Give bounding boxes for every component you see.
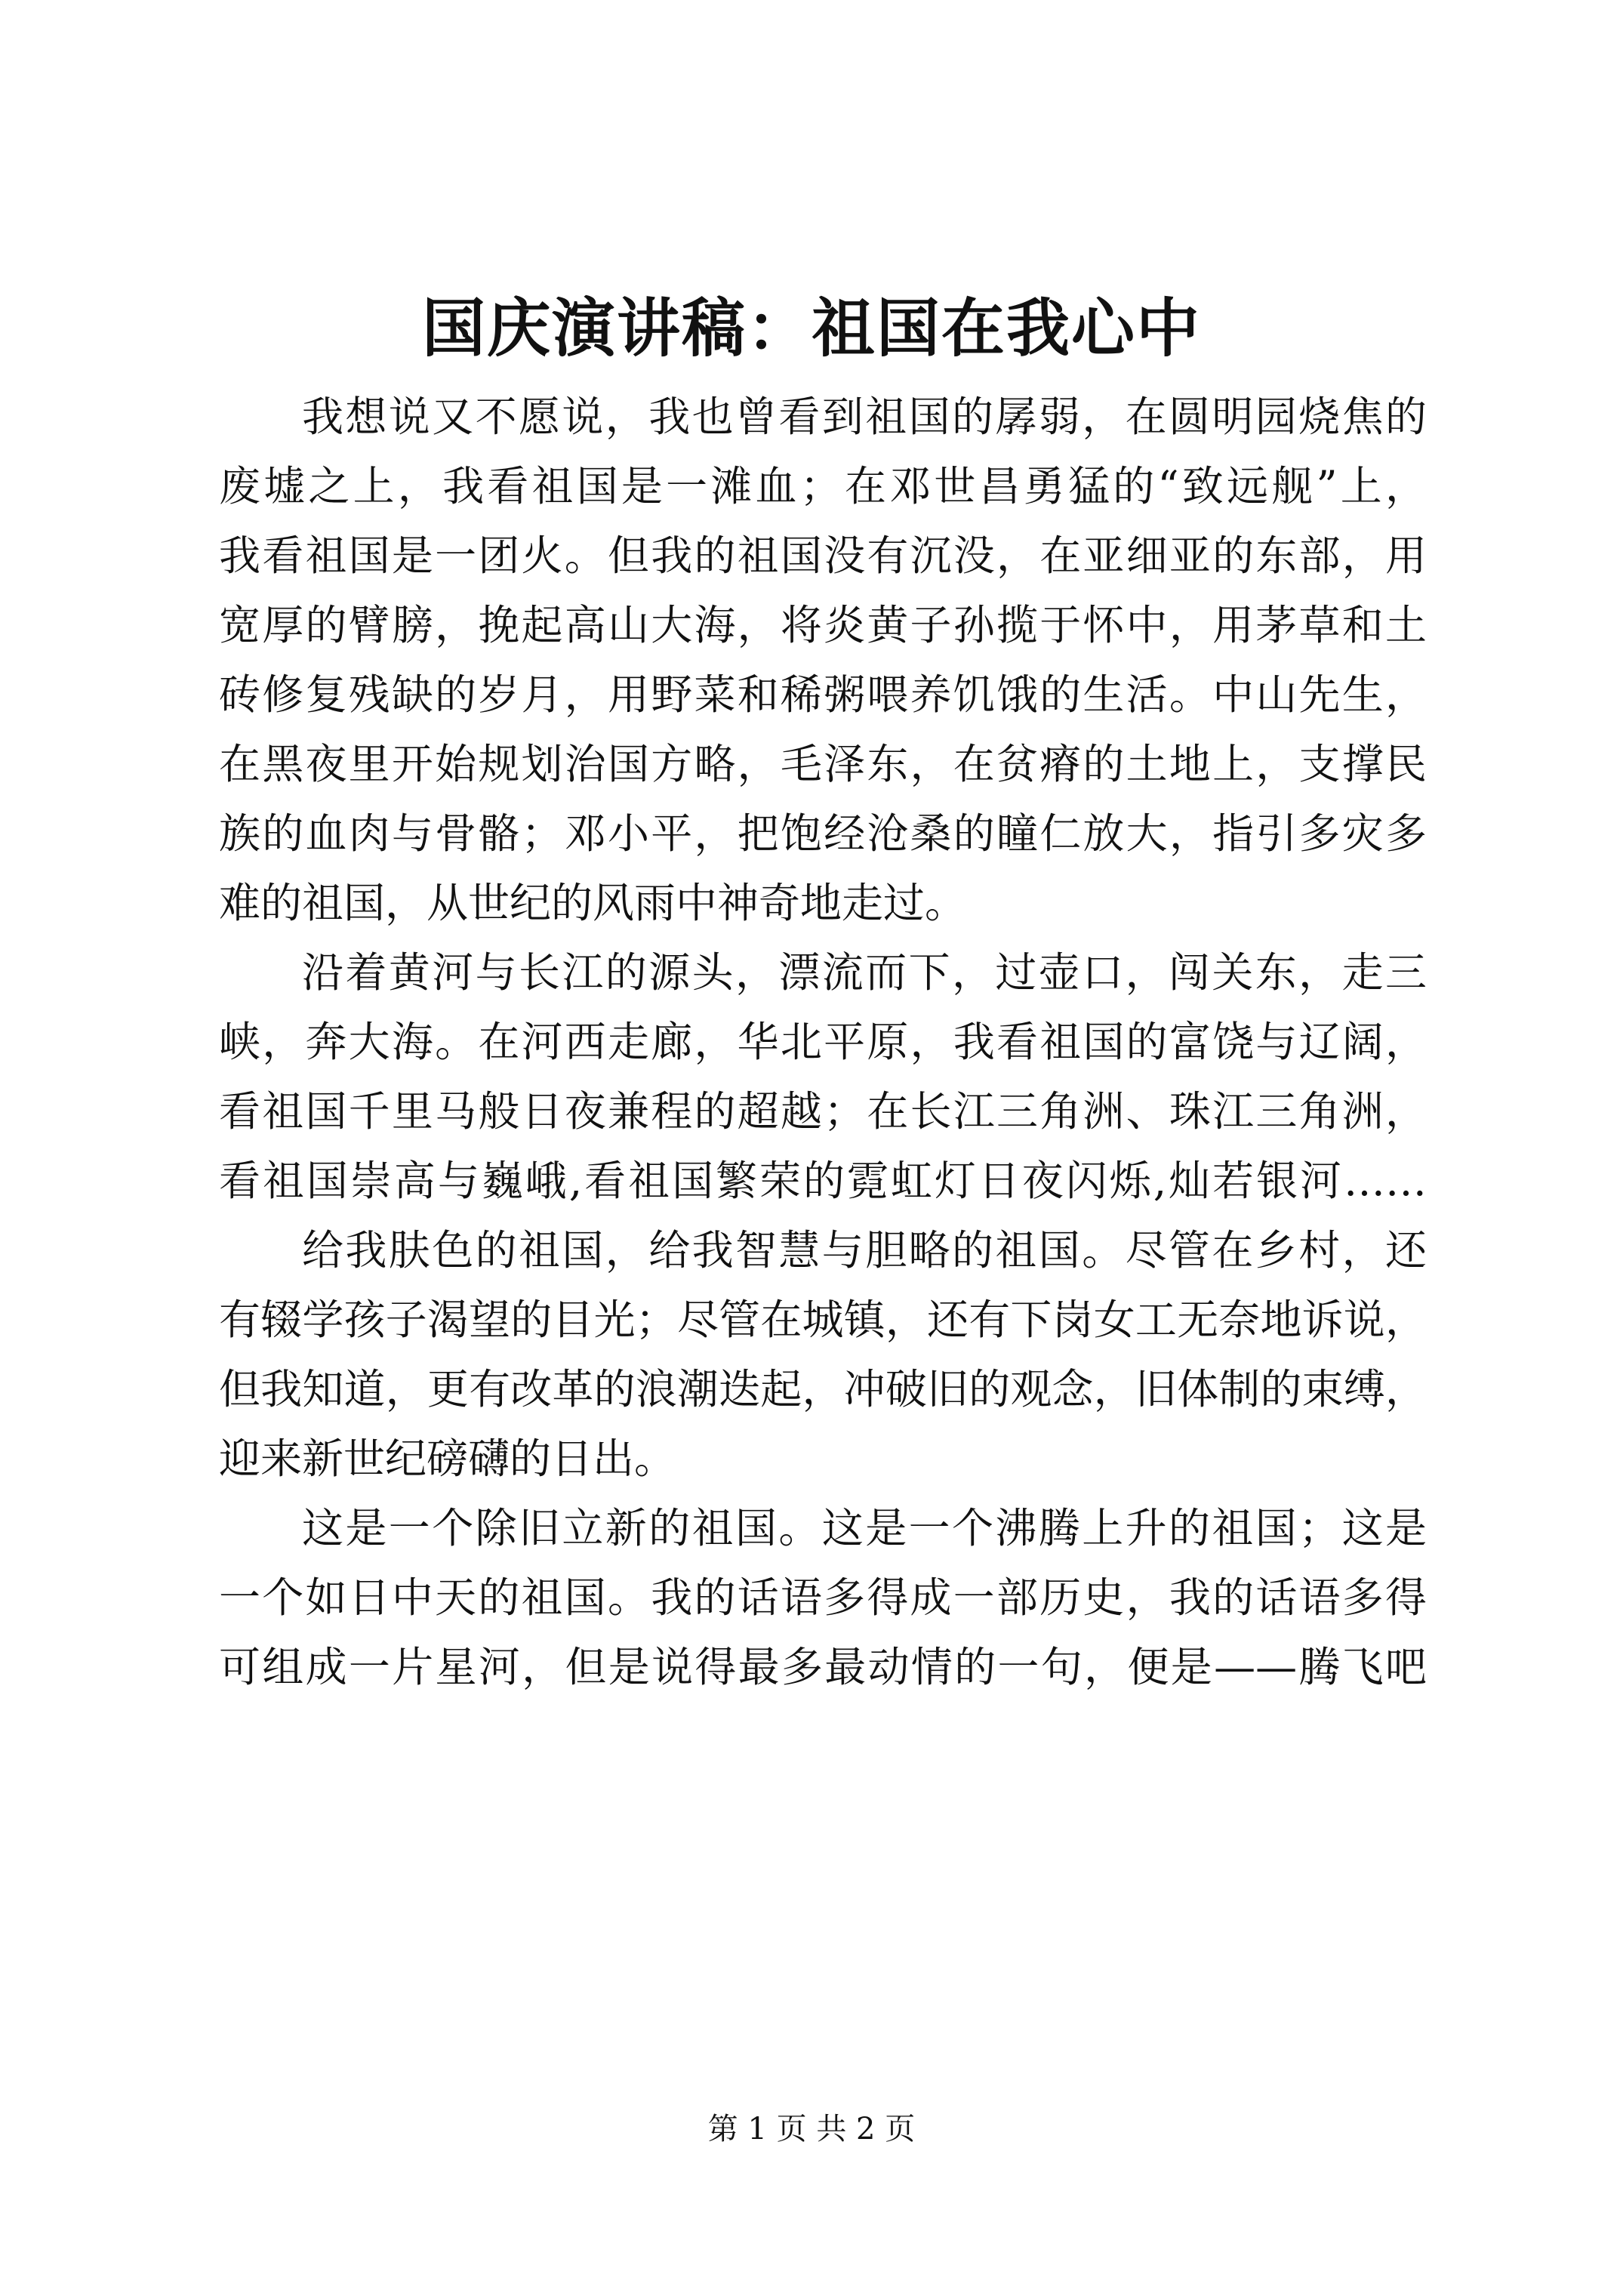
paragraph-line: 一个如日中天的祖国。我的话语多得成一部历史，我的话语多得 <box>219 1573 1427 1622</box>
paragraph-line: 砖修复残缺的岁月，用野菜和稀粥喂养饥饿的生活。中山先生， <box>219 670 1427 719</box>
paragraph-line: 难的祖国，从世纪的风雨中神奇地走过。 <box>219 879 967 927</box>
paragraph-line: 但我知道，更有改革的浪潮迭起，冲破旧的观念，旧体制的束缚， <box>219 1365 1427 1413</box>
paragraph-line: 这是一个除旧立新的祖国。这是一个沸腾上升的祖国；这是 <box>302 1504 1427 1552</box>
paragraph-line: 我看祖国是一团火。但我的祖国没有沉没，在亚细亚的东部，用 <box>219 532 1427 580</box>
paragraph-line: 族的血肉与骨骼；邓小平，把饱经沧桑的瞳仁放大，指引多灾多 <box>219 809 1427 858</box>
paragraph-4 <box>219 1493 1427 1702</box>
paragraph-line: 给我肤色的祖国，给我智慧与胆略的祖国。尽管在乡村，还 <box>302 1226 1427 1274</box>
paragraph-line: 有辍学孩子渴望的目光；尽管在城镇，还有下岗女工无奈地诉说， <box>219 1296 1427 1344</box>
paragraph-line: 看祖国崇高与巍峨,看祖国繁荣的霓虹灯日夜闪烁,灿若银河…… <box>219 1157 1427 1205</box>
paragraph-line: 看祖国千里马般日夜兼程的超越；在长江三角洲、珠江三角洲， <box>219 1087 1427 1136</box>
paragraph-line: 废墟之上，我看祖国是一滩血；在邓世昌勇猛的“致远舰”上， <box>219 462 1427 510</box>
paragraph-line: 迎来新世纪磅礴的日出。 <box>219 1435 676 1483</box>
paragraph-line: 宽厚的臂膀，挽起高山大海，将炎黄子孙揽于怀中，用茅草和土 <box>219 601 1427 649</box>
page-number-footer: 第 1 页 共 2 页 <box>707 2112 916 2147</box>
document-title: 国庆演讲稿：祖国在我心中 <box>421 291 1201 365</box>
paragraph-line: 峡，奔大海。在河西走廊，华北平原，我看祖国的富饶与辽阔， <box>219 1018 1427 1066</box>
paragraph-2 <box>219 938 1427 1216</box>
paragraph-1 <box>219 382 1427 938</box>
paragraph-line: 可组成一片星河，但是说得最多最动情的一句，便是——腾飞吧 <box>219 1643 1427 1691</box>
paragraph-line: 在黑夜里开始规划治国方略，毛泽东，在贫瘠的土地上，支撑民 <box>219 740 1427 788</box>
paragraph-3 <box>219 1216 1427 1493</box>
paragraph-line: 沿着黄河与长江的源头，漂流而下，过壶口，闯关东，走三 <box>302 948 1427 997</box>
paragraph-line: 我想说又不愿说，我也曾看到祖国的孱弱，在圆明园烧焦的 <box>302 393 1427 441</box>
document-body <box>219 382 1427 1702</box>
